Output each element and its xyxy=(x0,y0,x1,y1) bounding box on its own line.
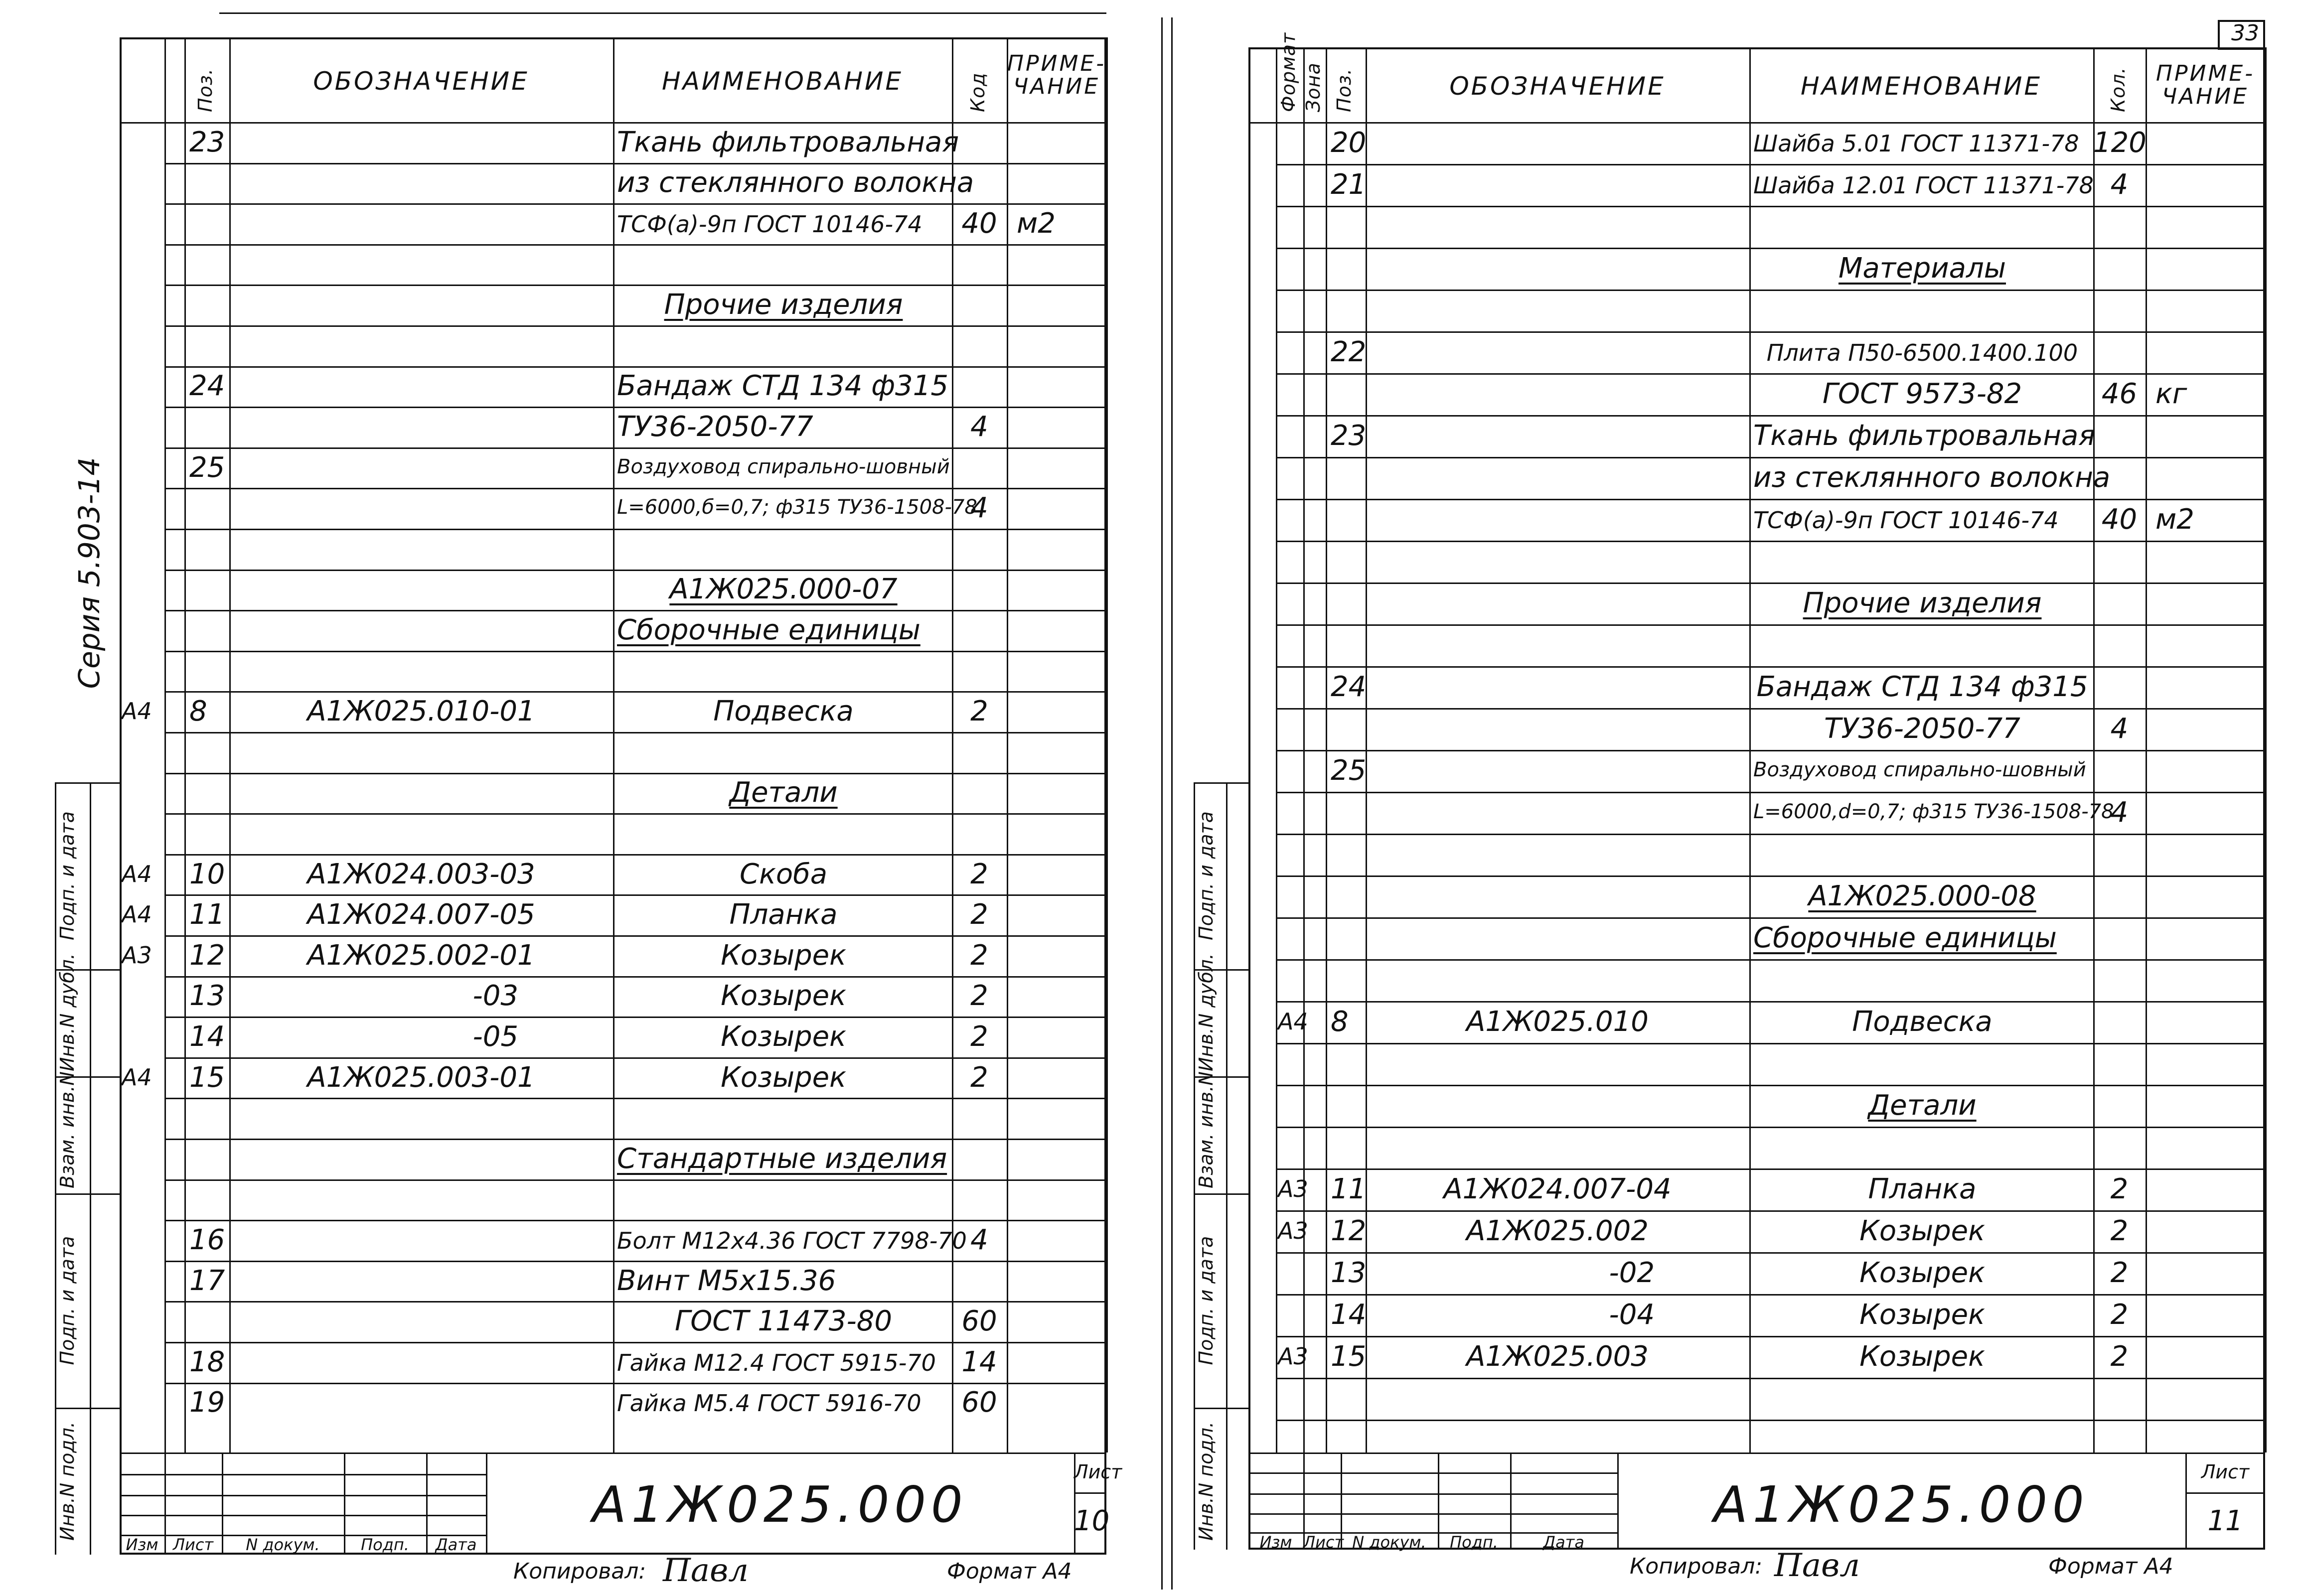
row-position: 15 xyxy=(1331,1340,1367,1373)
right-row-line xyxy=(1276,164,2265,165)
right-row-line xyxy=(1276,1294,2265,1296)
row-name: Козырек xyxy=(1859,1299,1985,1331)
title-block-col-label: Лист xyxy=(172,1535,214,1554)
left-row-line xyxy=(164,1057,1106,1059)
left-stamp-label: Инв.N дубл. xyxy=(56,953,78,1071)
row-name: ГОСТ 9573-82 xyxy=(1822,378,2022,410)
row-note: кг xyxy=(2155,378,2187,410)
sheet-label: Лист xyxy=(2201,1461,2250,1483)
left-header-note: ПРИМЕ- ЧАНИЕ xyxy=(1007,51,1106,100)
left-row-line xyxy=(164,1139,1106,1140)
row-note: м2 xyxy=(1017,207,1056,240)
left-row-line xyxy=(164,1016,1106,1018)
row-name: Плита П50-6500.1400.100 xyxy=(1766,339,2078,366)
left-row-line xyxy=(164,691,1106,693)
row-position: 24 xyxy=(1331,671,1367,703)
copied-by-label: Копировал: xyxy=(1630,1554,1763,1579)
row-name: Козырек xyxy=(721,939,846,972)
right-row-line xyxy=(1276,708,2265,710)
right-stamp-line xyxy=(1194,1193,1248,1195)
right-header-note: ПРИМЕ- ЧАНИЕ xyxy=(2155,61,2255,110)
left-row-line xyxy=(164,570,1106,571)
row-name: Бандаж СТД 134 ф315 xyxy=(617,370,948,403)
left-title-block-line xyxy=(1074,1492,1106,1494)
right-row-line xyxy=(1276,1001,2265,1003)
right-stamp-line xyxy=(1226,782,1227,1550)
row-quantity: 40 xyxy=(961,207,997,240)
right-row-line xyxy=(1276,624,2265,626)
right-header-qty: Кол. xyxy=(2107,67,2129,112)
left-title-block-line xyxy=(120,1474,486,1475)
row-designation: А1Ж025.003-01 xyxy=(307,1061,535,1094)
row-name: Козырек xyxy=(721,980,846,1013)
left-row-line xyxy=(164,244,1106,246)
title-block-col-label: Подп. xyxy=(1450,1533,1498,1552)
row-position: 14 xyxy=(189,1020,225,1053)
row-name: Гайка М5.4 ГОСТ 5916-70 xyxy=(617,1390,921,1417)
left-row-line xyxy=(164,163,1106,164)
row-name: Скоба xyxy=(739,858,828,890)
right-row-line xyxy=(1276,290,2265,291)
right-row-line xyxy=(1276,582,2265,584)
right-header-designation: ОБОЗНАЧЕНИЕ xyxy=(1449,72,1666,101)
row-designation: А1Ж024.007-04 xyxy=(1443,1173,1672,1205)
right-row-line xyxy=(1276,541,2265,542)
row-quantity: 4 xyxy=(970,492,988,525)
left-row-line xyxy=(164,935,1106,937)
row-position: 22 xyxy=(1331,336,1367,368)
left-row-line xyxy=(164,325,1106,327)
left-row-line xyxy=(164,610,1106,611)
row-position: 10 xyxy=(189,858,225,890)
row-name: А1Ж025.000-07 xyxy=(669,573,898,606)
right-title-block-line xyxy=(1248,1452,2265,1454)
row-quantity: 2 xyxy=(970,858,988,890)
row-format: А4 xyxy=(122,1063,152,1091)
left-row-line xyxy=(164,976,1106,978)
row-name: из стеклянного волокна xyxy=(1753,461,2111,494)
right-header-line xyxy=(1248,122,2265,124)
right-column-line xyxy=(2265,47,2267,1452)
left-row-line xyxy=(164,1179,1106,1181)
right-row-line xyxy=(1276,457,2265,458)
row-name: L=6000,d=0,7; ф315 ТУ36-1508-78 xyxy=(1753,800,2114,823)
row-name: Козырек xyxy=(1859,1215,1985,1247)
right-header-format: Формат xyxy=(1277,32,1299,112)
row-name: Детали xyxy=(1868,1089,1977,1122)
left-row-line xyxy=(164,1098,1106,1099)
right-row-line xyxy=(1276,331,2265,333)
row-quantity: 2 xyxy=(970,939,988,972)
left-header-pos: Поз. xyxy=(194,68,216,112)
left-row-line xyxy=(164,651,1106,652)
left-row-line xyxy=(164,366,1106,368)
row-quantity: 2 xyxy=(2110,1299,2129,1331)
row-position: 20 xyxy=(1331,127,1367,159)
row-quantity: 4 xyxy=(2110,713,2129,745)
row-name: ГОСТ 11473-80 xyxy=(675,1305,892,1338)
left-row-line xyxy=(164,203,1106,205)
row-position: 21 xyxy=(1331,168,1367,201)
right-row-line xyxy=(1276,1420,2265,1421)
right-row-line xyxy=(1276,917,2265,919)
row-format: А3 xyxy=(122,941,152,969)
row-name: Козырек xyxy=(721,1020,846,1053)
row-format: А3 xyxy=(1278,1175,1308,1202)
row-designation: А1Ж025.010-01 xyxy=(307,695,535,728)
right-stamp-label: Подп. и дата xyxy=(1195,1236,1217,1365)
left-stamp-line xyxy=(55,782,120,784)
title-block-col-label: Изм xyxy=(126,1535,158,1554)
left-stamp-line xyxy=(55,1193,120,1195)
right-row-line xyxy=(1276,1336,2265,1337)
left-row-line xyxy=(164,1383,1106,1384)
left-row-line xyxy=(164,1301,1106,1303)
right-row-line xyxy=(1276,1168,2265,1170)
right-header-pos: Поз. xyxy=(1333,68,1355,112)
title-block-col-label: Дата xyxy=(1543,1533,1584,1552)
left-row-line xyxy=(164,529,1106,530)
row-name: Шайба 5.01 ГОСТ 11371-78 xyxy=(1753,130,2079,157)
row-quantity: 2 xyxy=(970,1061,988,1094)
left-sheet-number: 10 xyxy=(1074,1505,1110,1537)
right-stamp-label: Инв.N дубл. xyxy=(1195,953,1217,1071)
row-designation: А1Ж024.003-03 xyxy=(307,858,535,890)
copier-signature: Павл xyxy=(1774,1547,1860,1584)
right-row-line xyxy=(1276,834,2265,835)
row-name: ТСФ(а)-9п ГОСТ 10146-74 xyxy=(1753,507,2059,534)
row-quantity: 4 xyxy=(2110,796,2129,829)
title-block-col-label: N докум. xyxy=(1352,1533,1426,1552)
row-format: А4 xyxy=(1278,1008,1308,1035)
row-format: А3 xyxy=(1278,1343,1308,1370)
row-name: Гайка М12.4 ГОСТ 5915-70 xyxy=(617,1349,936,1376)
row-position: 13 xyxy=(1331,1257,1367,1289)
series-label: Серия 5.903-14 xyxy=(72,457,106,689)
right-row-line xyxy=(1276,206,2265,207)
fold-line xyxy=(1171,17,1173,1590)
row-name: ТСФ(а)-9п ГОСТ 10146-74 xyxy=(617,211,922,238)
row-format: А4 xyxy=(122,860,152,887)
left-row-line xyxy=(164,1342,1106,1343)
page-number: 33 xyxy=(2231,20,2259,46)
row-name: Козырек xyxy=(721,1061,846,1094)
row-name: Стандартные изделия xyxy=(617,1142,947,1175)
left-row-line xyxy=(164,447,1106,449)
left-row-line xyxy=(164,813,1106,815)
row-position: 14 xyxy=(1331,1299,1367,1331)
left-row-line xyxy=(164,488,1106,489)
row-name: Сборочные единицы xyxy=(617,614,920,646)
row-name: Винт М5х15.36 xyxy=(617,1264,836,1297)
row-designation: А1Ж025.010 xyxy=(1466,1006,1649,1038)
row-quantity: 2 xyxy=(970,695,988,728)
row-name: из стеклянного волокна xyxy=(617,166,974,199)
row-name: Шайба 12.01 ГОСТ 11371-78 xyxy=(1753,172,2094,199)
row-format: А4 xyxy=(122,901,152,928)
row-position: 16 xyxy=(189,1224,225,1256)
right-title-block-line xyxy=(2185,1492,2265,1494)
right-row-line xyxy=(1276,959,2265,961)
left-row-line xyxy=(164,854,1106,856)
left-doc-number: А1Ж025.000 xyxy=(592,1475,968,1534)
left-row-line xyxy=(164,285,1106,286)
left-stamp-line xyxy=(55,1408,120,1409)
top-edge-line xyxy=(219,12,1106,14)
title-block-col-label: Изм xyxy=(1259,1533,1292,1552)
row-designation: А1Ж024.007-05 xyxy=(307,898,535,931)
left-row-line xyxy=(164,407,1106,408)
row-designation: -04 xyxy=(1609,1299,1655,1331)
row-designation: А1Ж025.003 xyxy=(1466,1340,1649,1373)
row-position: 17 xyxy=(189,1264,225,1297)
row-name: Подвеска xyxy=(1852,1006,1993,1038)
left-stamp-line xyxy=(90,782,91,1555)
row-note: м2 xyxy=(2155,503,2194,536)
row-quantity: 46 xyxy=(2101,378,2138,410)
right-row-line xyxy=(1276,1127,2265,1128)
row-position: 23 xyxy=(1331,420,1367,452)
row-name: L=6000,б=0,7; ф315 ТУ36-1508-78 xyxy=(617,496,977,519)
right-stamp-line xyxy=(1194,782,1248,784)
row-designation: А1Ж025.002-01 xyxy=(307,939,535,972)
right-stamp-line xyxy=(1194,1408,1248,1409)
row-position: 18 xyxy=(189,1345,225,1378)
row-name: Ткань фильтровальная xyxy=(1753,420,2095,452)
row-position: 19 xyxy=(189,1386,225,1419)
row-designation: -05 xyxy=(472,1020,518,1053)
right-header-zone: Зона xyxy=(1302,62,1324,112)
row-position: 13 xyxy=(189,980,225,1013)
row-quantity: 2 xyxy=(2110,1257,2129,1289)
right-row-line xyxy=(1276,750,2265,751)
row-position: 25 xyxy=(1331,754,1367,787)
left-row-line xyxy=(164,1220,1106,1221)
title-block-col-label: Подп. xyxy=(361,1535,409,1554)
row-name: А1Ж025.000-08 xyxy=(1808,880,2036,912)
left-stamp-label: Взам. инв.N xyxy=(56,1071,78,1188)
page-number-box xyxy=(2218,20,2265,50)
row-name: ТУ36-2050-77 xyxy=(617,411,813,443)
row-designation: -03 xyxy=(472,980,518,1013)
row-quantity: 2 xyxy=(970,980,988,1013)
row-quantity: 2 xyxy=(2110,1215,2129,1247)
row-designation: -02 xyxy=(1609,1257,1655,1289)
row-name: Козырек xyxy=(1859,1340,1985,1373)
row-name: Воздуховод спирально-шовный xyxy=(1753,758,2086,781)
left-row-line xyxy=(164,732,1106,733)
row-position: 15 xyxy=(189,1061,225,1094)
copier-signature: Павл xyxy=(663,1552,749,1589)
row-position: 8 xyxy=(189,695,207,728)
row-quantity: 2 xyxy=(2110,1340,2129,1373)
left-column-line xyxy=(1007,37,1008,1452)
left-column-line xyxy=(164,37,166,1452)
row-quantity: 40 xyxy=(2101,503,2138,536)
left-row-line xyxy=(164,773,1106,774)
row-name: ТУ36-2050-77 xyxy=(1824,713,2020,745)
sheet-label: Лист xyxy=(1074,1461,1122,1483)
left-header-designation: ОБОЗНАЧЕНИЕ xyxy=(313,67,529,96)
row-position: 23 xyxy=(189,126,225,158)
row-quantity: 4 xyxy=(970,1224,988,1256)
right-row-line xyxy=(1276,415,2265,417)
right-row-line xyxy=(1276,248,2265,249)
row-quantity: 120 xyxy=(2093,127,2147,159)
left-row-line xyxy=(164,1261,1106,1262)
row-position: 25 xyxy=(189,451,225,484)
left-header-name: НАИМЕНОВАНИЕ xyxy=(662,67,903,96)
right-row-line xyxy=(1276,1378,2265,1379)
fold-line xyxy=(1161,17,1163,1590)
right-row-line xyxy=(1276,499,2265,500)
row-name: Прочие изделия xyxy=(664,289,903,321)
left-row-line xyxy=(164,894,1106,896)
row-name: Бандаж СТД 134 ф315 xyxy=(1756,671,2088,703)
right-row-line xyxy=(1276,666,2265,668)
row-name: Материалы xyxy=(1839,252,2006,285)
row-name: Ткань фильтровальная xyxy=(617,126,959,158)
left-stamp-label: Инв.N подл. xyxy=(56,1422,78,1541)
title-block-col-label: Дата xyxy=(435,1535,477,1554)
row-quantity: 2 xyxy=(970,898,988,931)
row-designation: А1Ж025.002 xyxy=(1466,1215,1649,1247)
row-quantity: 2 xyxy=(970,1020,988,1053)
row-position: 24 xyxy=(189,370,225,403)
right-row-line xyxy=(1276,1252,2265,1254)
row-quantity: 60 xyxy=(961,1305,997,1338)
row-quantity: 60 xyxy=(961,1386,997,1419)
row-position: 12 xyxy=(189,939,225,972)
left-stamp-label: Подп. и дата xyxy=(56,1236,78,1365)
left-title-block-line xyxy=(120,1495,486,1496)
left-title-block-line xyxy=(120,1515,486,1516)
right-row-line xyxy=(1276,875,2265,877)
row-quantity: 2 xyxy=(2110,1173,2129,1205)
right-doc-number: А1Ж025.000 xyxy=(1713,1475,2089,1534)
row-name: Сборочные единицы xyxy=(1753,922,2057,954)
row-name: Планка xyxy=(729,898,838,931)
row-quantity: 4 xyxy=(2110,168,2129,201)
row-name: Козырек xyxy=(1859,1257,1985,1289)
left-column-line xyxy=(184,37,186,1452)
right-row-line xyxy=(1276,792,2265,793)
format-label: Формат А4 xyxy=(2048,1554,2173,1579)
right-stamp-label: Подп. и дата xyxy=(1195,811,1217,940)
title-block-col-label: N докум. xyxy=(246,1535,320,1554)
row-name: Подвеска xyxy=(713,695,854,728)
row-name: Прочие изделия xyxy=(1803,587,2042,619)
row-position: 11 xyxy=(1331,1173,1367,1205)
left-stamp-label: Подп. и дата xyxy=(56,811,78,940)
left-column-line xyxy=(613,37,614,1452)
row-name: Болт М12х4.36 ГОСТ 7798-70 xyxy=(617,1227,967,1254)
row-position: 11 xyxy=(189,898,225,931)
right-sheet-number: 11 xyxy=(2207,1505,2243,1537)
row-quantity: 14 xyxy=(961,1345,997,1378)
row-name: Планка xyxy=(1868,1173,1977,1205)
row-position: 8 xyxy=(1331,1006,1349,1038)
left-column-line xyxy=(1106,37,1108,1452)
row-name: Воздуховод спирально-шовный xyxy=(617,455,950,478)
row-name: Детали xyxy=(729,776,838,809)
right-row-line xyxy=(1276,373,2265,375)
copied-by-label: Копировал: xyxy=(513,1559,646,1584)
right-header-name: НАИМЕНОВАНИЕ xyxy=(1801,72,2042,101)
row-position: 12 xyxy=(1331,1215,1367,1247)
row-quantity: 4 xyxy=(970,411,988,443)
format-label: Формат А4 xyxy=(947,1559,1072,1584)
right-row-line xyxy=(1276,1210,2265,1212)
row-format: А4 xyxy=(122,698,152,725)
right-stamp-label: Инв.N подл. xyxy=(1195,1422,1217,1541)
right-row-line xyxy=(1276,1085,2265,1086)
left-title-block-line xyxy=(120,1452,1106,1454)
row-format: А3 xyxy=(1278,1217,1308,1244)
title-block-col-label: Лист xyxy=(1303,1533,1344,1552)
left-header-qty: Код xyxy=(967,72,989,112)
right-stamp-label: Взам. инв.N xyxy=(1195,1071,1217,1188)
right-row-line xyxy=(1276,1043,2265,1044)
